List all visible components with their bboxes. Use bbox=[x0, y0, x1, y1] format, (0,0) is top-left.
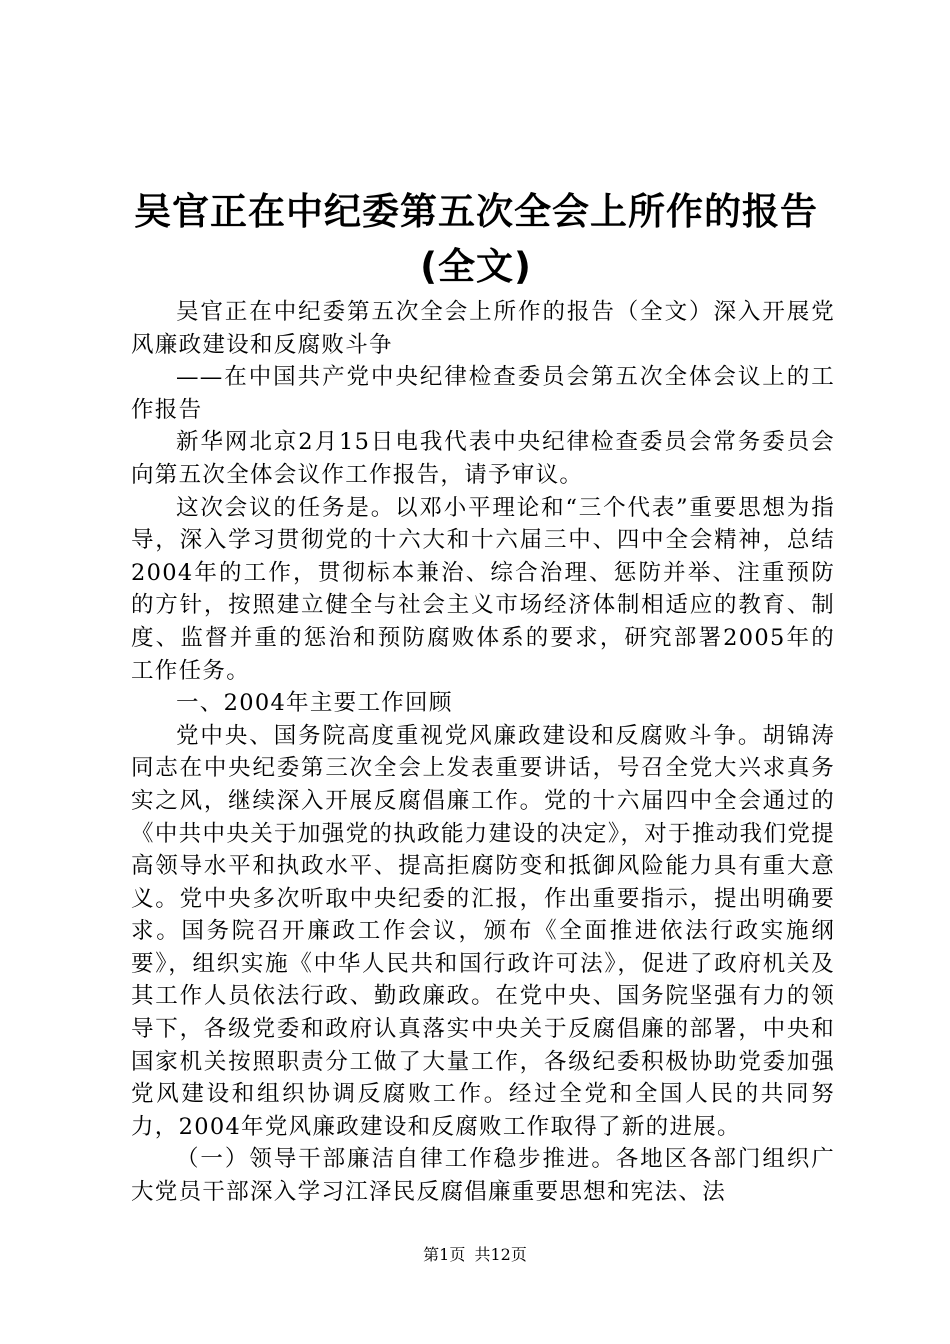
document-title: 吴官正在中纪委第五次全会上所作的报告(全文) bbox=[134, 190, 818, 288]
paragraph: 吴官正在中纪委第五次全会上所作的报告（全文）深入开展党风廉政建设和反腐败斗争 bbox=[131, 299, 835, 358]
section-heading: 一、2004年主要工作回顾 bbox=[176, 690, 453, 717]
page-total: 共12页 bbox=[474, 1245, 527, 1264]
page-number: 第1页 bbox=[423, 1245, 466, 1264]
paragraph: ——在中国共产党中央纪律检查委员会第五次全体会议上的工作报告 bbox=[131, 364, 835, 423]
paragraph: （一）领导干部廉洁自律工作稳步推进。各地区各部门组织广大党员干部深入学习江泽民反腐倡廉重要思想和宪法、法 bbox=[131, 1146, 835, 1206]
paragraph: 新华网北京2月15日电我代表中央纪律检查委员会常务委员会向第五次全体会议作工作报告，请予审议。 bbox=[131, 429, 835, 488]
paragraph: 党中央、国务院高度重视党风廉政建设和反腐败斗争。胡锦涛同志在中央纪委第三次全会上发表重要讲话，号召全党大兴求真务实之风，继续深入开展反腐倡廉工作。党的十六届四中全会通过的《中共中央关于加强党的执政能力建设的决定》，对于推动我们党提高领导水平和执政水平、提高拒腐防变和抵御风险能力具有重大意义。党中央多次听取中央纪委的汇报，作出重要指示，提出明确要求。国务院召开廉政工作会议，颁布《全面推进依法行政实施纲要》，组织实施《中华人民共和国行政许可法》，促进了政府机关及其工作人员依法行政、勤政廉政。在党中央、国务院坚强有力的领导下，各级党委和政府认真落实中央关于反腐倡廉的部署，中央和国家机关按照职责分工做了大量工作，各级纪委积极协助党委加强党风建设和组织协调反腐败工作。经过全党和全国人民的共同努力，2004年党风廉政建设和反腐败工作取得了新的进展。 bbox=[131, 722, 835, 1140]
document-body bbox=[131, 296, 835, 1209]
page-footer bbox=[0, 1244, 950, 1266]
paragraph: 这次会议的任务是。以邓小平理论和“三个代表”重要思想为指导，深入学习贯彻党的十六大和十六届三中、四中全会精神，总结2004年的工作，贯彻标本兼治、综合治理、惩防并举、注重预防的方针，按照建立健全与社会主义市场经济体制相适应的教育、制度、监督并重的惩治和预防腐败体系的要求，研究部署2005年的工作任务。 bbox=[131, 494, 835, 684]
